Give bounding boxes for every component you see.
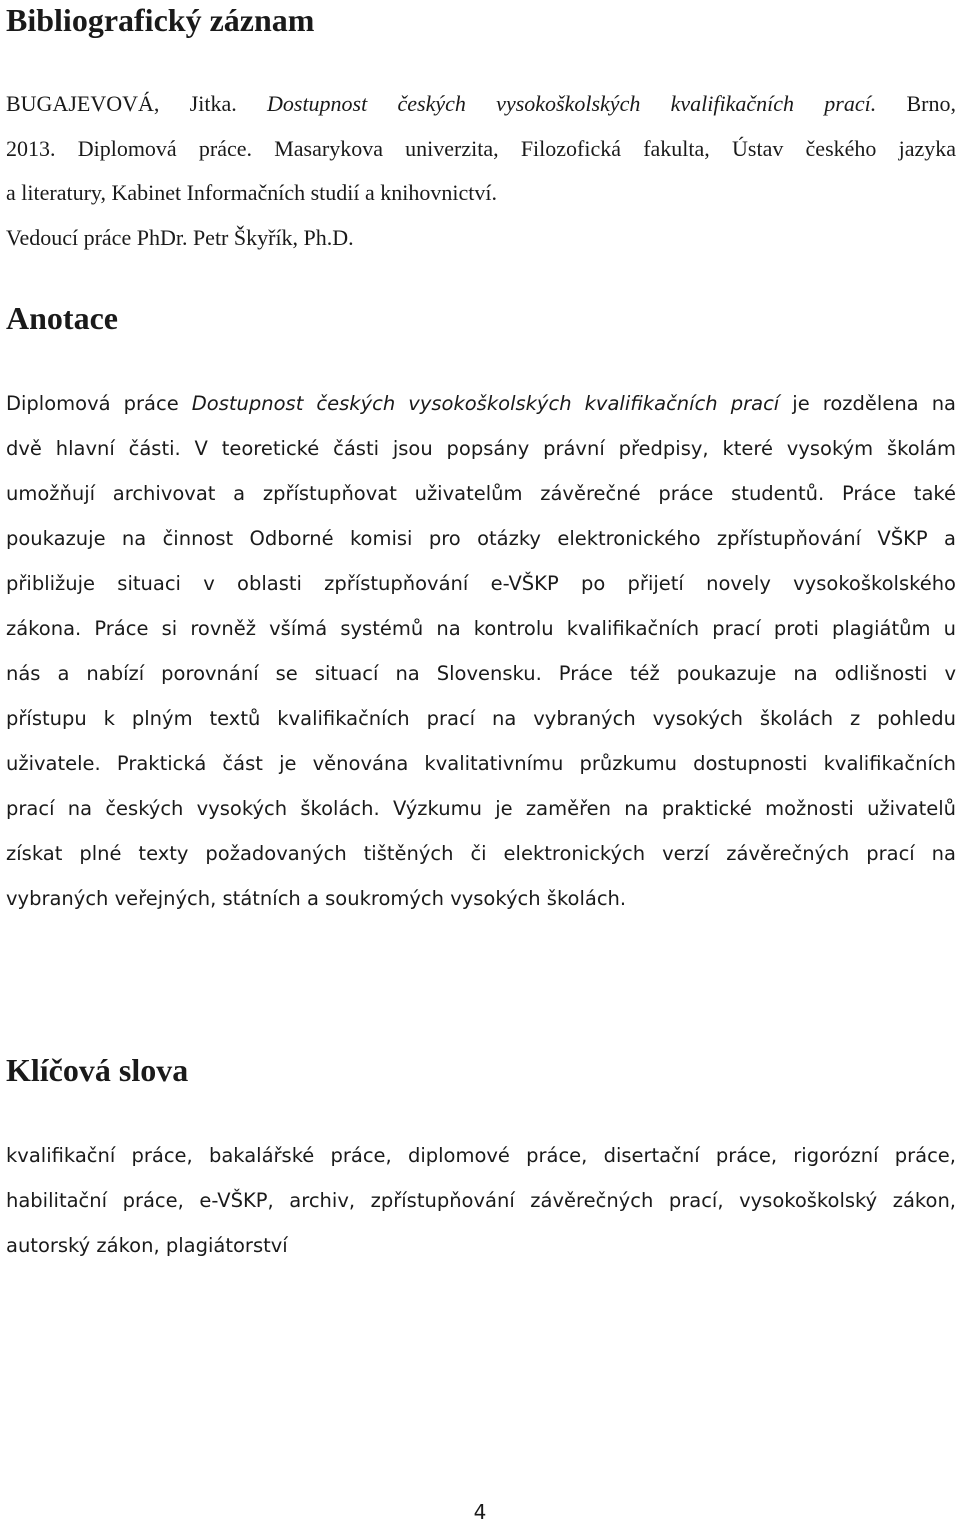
anot-l1-title: Dostupnost českých vysokoškolských kvalifikačních prací: [191, 392, 780, 415]
anot-line-8: přístupu k plným textů kvalifikačních prací na vybraných vysokých školách z pohledu: [6, 707, 956, 730]
anot-l1-pre: Diplomová práce: [6, 392, 192, 415]
anot-line-12: vybraných veřejných, státních a soukromých vysokých školách.: [6, 887, 627, 910]
anot-line-2: dvě hlavní části. V teoretické části jsou popsány právní předpisy, které vysokým školám: [6, 437, 956, 460]
kw-line-2: habilitační práce, e-VŠKP, archiv, zpřístupňování závěrečných prací, vysokoškolský zákon,: [6, 1189, 956, 1212]
bib-line-1: [6, 82, 956, 127]
bib-supervisor: Vedoucí práce PhDr. Petr Škyřík, Ph.D.: [6, 224, 354, 250]
anot-line-11: získat plné texty požadovaných tištěných či elektronických verzí závěrečných prací na: [6, 842, 956, 865]
keywords-text: [6, 1133, 956, 1268]
bib-line-3: a literatury, Kabinet Informačních studií a knihovnictví.: [6, 180, 497, 205]
anot-line-3: umožňují archivovat a zpřístupňovat uživatelům závěrečné práce studentů. Práce také: [6, 482, 956, 505]
bibliographic-record: [6, 82, 956, 260]
bib-city: Brno,: [876, 91, 956, 116]
anot-line-10: prací na českých vysokých školách. Výzkumu je zaměřen na praktické možnosti uživatelů: [6, 797, 956, 820]
anot-line-7: nás a nabízí porovnání se situací na Slovensku. Práce též poukazuje na odlišnosti v: [6, 662, 956, 685]
keywords-heading: Klíčová slova: [6, 1052, 189, 1088]
kw-line-1: kvalifikační práce, bakalářské práce, diplomové práce, disertační práce, rigorózní práce,: [6, 1144, 956, 1167]
annotation-text: [6, 381, 956, 921]
bib-title: Dostupnost českých vysokoškolských kvalifikačních prací.: [267, 91, 877, 116]
kw-line-3: autorský zákon, plagiátorství: [6, 1234, 288, 1257]
anot-line-5: přibližuje situaci v oblasti zpřístupňování e-VŠKP po přijetí novely vysokoškolského: [6, 572, 956, 595]
page-number: 4: [473, 1500, 487, 1524]
anot-line-6: zákona. Práce si rovněž všímá systémů na kontrolu kvalifikačních prací proti plagiátům u: [6, 617, 956, 640]
bib-line-2: 2013. Diplomová práce. Masarykova univerzita, Filozofická fakulta, Ústav českého jazyka: [6, 135, 956, 161]
bibliographic-heading: Bibliografický záznam: [6, 2, 315, 38]
annotation-heading: Anotace: [6, 300, 118, 336]
anot-line-4: poukazuje na činnost Odborné komisi pro otázky elektronického zpřístupňování VŠKP a: [6, 527, 956, 550]
bib-author: BUGAJEVOVÁ, Jitka.: [6, 91, 267, 116]
anot-l1-post: je rozdělena na: [779, 392, 956, 415]
anot-line-1: [6, 381, 956, 426]
anot-line-9: uživatele. Praktická část je věnována kvalitativnímu průzkumu dostupnosti kvalifikačních: [6, 752, 956, 775]
